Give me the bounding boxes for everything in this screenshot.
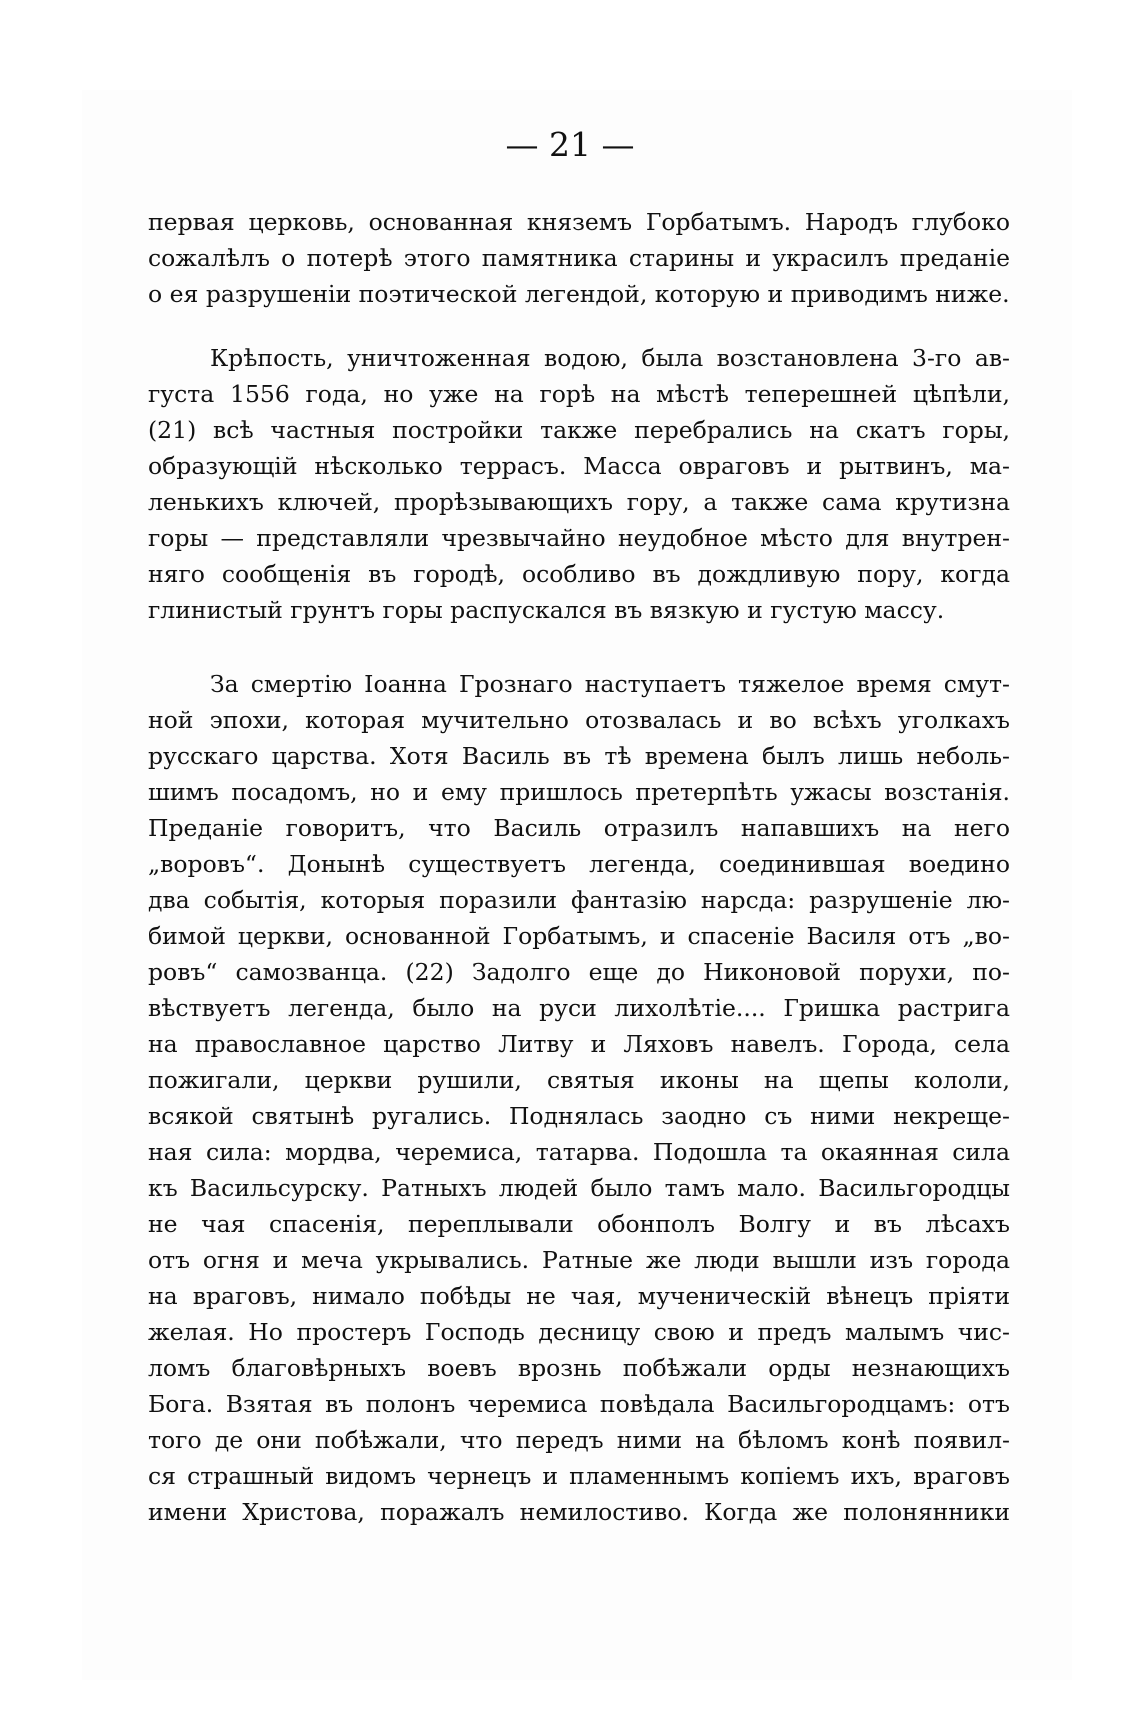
text-line: Бога. Взятая въ полонъ черемиса повѣдала Васильгородцамъ: отъ xyxy=(148,1390,1010,1418)
text-line: сожалѣлъ о потерѣ этого памятника старины и украсилъ преданіе xyxy=(148,244,1010,272)
text-line: ная сила: мордва, черемиса, татарва. Подошла та окаянная сила xyxy=(148,1138,1010,1166)
text-line: ломъ благовѣрныхъ воевъ врознь побѣжали орды незнающихъ xyxy=(148,1354,1010,1382)
text-line: первая церковь, основанная княземъ Горбатымъ. Народъ глубоко xyxy=(148,208,1010,236)
text-line: не чая спасенія, переплывали обонполъ Волгу и въ лѣсахъ xyxy=(148,1210,1010,1238)
text-line: глинистый грунтъ горы распускался въ вязкую и густую массу. xyxy=(148,596,945,624)
text-line: горы — представляли чрезвычайно неудобное мѣсто для внутрен- xyxy=(148,524,1010,552)
text-line: отъ огня и меча укрывались. Ратные же люди вышли изъ города xyxy=(148,1246,1010,1274)
text-line: всякой святынѣ ругались. Поднялась заодно съ ними некреще- xyxy=(148,1102,1010,1130)
text-line: (21) всѣ частныя постройки также перебрались на скатъ горы, xyxy=(148,416,1010,444)
text-line: шимъ посадомъ, но и ему пришлось претерпѣть ужасы возстанія. xyxy=(148,778,1010,806)
text-line: о ея разрушеніи поэтической легендой, которую и приводимъ ниже. xyxy=(148,280,1010,308)
text-line: ной эпохи, которая мучительно отозвалась и во всѣхъ уголкахъ xyxy=(148,706,1010,734)
text-line: бимой церкви, основанной Горбатымъ, и спасеніе Василя отъ „во- xyxy=(148,922,1010,950)
text-line: русскаго царства. Хотя Василь въ тѣ времена былъ лишь неболь- xyxy=(148,742,1010,770)
text-line: имени Христова, поражалъ немилостиво. Когда же полонянники xyxy=(148,1498,1010,1526)
paragraph-3 xyxy=(148,666,1010,1530)
text-line: вѣствуетъ легенда, было на руси лихолѣтіе.... Гришка растрига xyxy=(148,994,1010,1022)
text-line: желая. Но простеръ Господь десницу свою и предъ малымъ чис- xyxy=(148,1318,1010,1346)
paragraph-1 xyxy=(148,204,1010,312)
text-line: на враговъ, нимало побѣды не чая, мученическій вѣнецъ пріяти xyxy=(148,1282,1010,1310)
text-line: на православное царство Литву и Ляховъ навелъ. Города, села xyxy=(148,1030,1010,1058)
text-line: густа 1556 года, но уже на горѣ на мѣстѣ теперешней цѣпѣли, xyxy=(148,380,1010,408)
text-line: того де они побѣжали, что передъ ними на бѣломъ конѣ появил- xyxy=(148,1426,1010,1454)
text-line: къ Васильсурску. Ратныхъ людей было тамъ мало. Васильгородцы xyxy=(148,1174,1010,1202)
page-number: — 21 — xyxy=(505,125,635,164)
text-line: два событія, которыя поразили фантазію нарсда: разрушеніе лю- xyxy=(148,886,1010,914)
text-line: „воровъ“. Донынѣ существуетъ легенда, соединившая воедино xyxy=(148,850,1010,878)
text-line: ленькихъ ключей, прорѣзывающихъ гору, а также сама крутизна xyxy=(148,488,1010,516)
text-line: ровъ“ самозванца. (22) Задолго еще до Никоновой порухи, по- xyxy=(148,958,1010,986)
text-line: пожигали, церкви рушили, святыя иконы на щепы кололи, xyxy=(148,1066,1010,1094)
text-line: няго сообщенія въ городѣ, особливо въ дождливую пору, когда xyxy=(148,560,1010,588)
text-line: ся страшный видомъ чернецъ и пламеннымъ копіемъ ихъ, враговъ xyxy=(148,1462,1010,1490)
paragraph-2 xyxy=(148,340,1010,628)
text-line: Крѣпость, уничтоженная водою, была возстановлена 3-го ав- xyxy=(210,344,1010,372)
text-line: За смертію Іоанна Грознаго наступаетъ тяжелое время смут- xyxy=(210,670,1010,698)
text-line: Преданіе говоритъ, что Василь отразилъ напавшихъ на него xyxy=(148,814,1010,842)
text-line: образующій нѣсколько террасъ. Масса овраговъ и рытвинъ, ма- xyxy=(148,452,1010,480)
